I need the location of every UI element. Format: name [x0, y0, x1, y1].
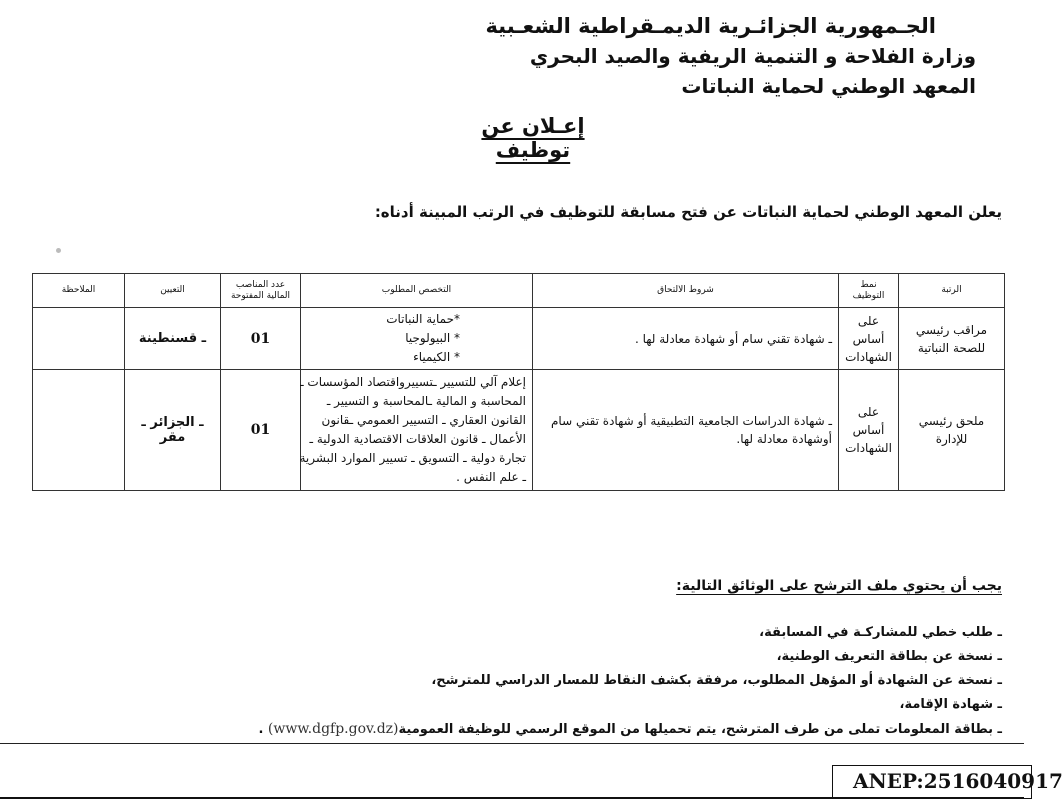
- header-notes: الملاحظة: [33, 274, 125, 308]
- specialty-item: المحاسبة و المالية ـالمحاسبة و التسيير ـ: [326, 394, 526, 408]
- specialty-item: تجارة دولية ـ التسويق ـ تسيير الموارد البشرية: [299, 451, 526, 465]
- row-assignment: ـ الجزائر ـ مقر: [125, 370, 221, 491]
- specialty-item: * البيولوجيا: [405, 331, 460, 345]
- table-row: [33, 370, 1005, 491]
- header-grade: الرتبة: [899, 274, 1005, 308]
- specialty-item: ـ علم النفس .: [456, 470, 526, 484]
- list-item: [258, 718, 1002, 742]
- scan-speck: [56, 248, 61, 253]
- anep-reference: ANEP:2516040917: [832, 765, 1032, 799]
- header-mode: نمط التوظيف: [839, 274, 899, 308]
- specialty-item: *حماية النباتات: [386, 312, 460, 326]
- row-conditions: ـ شهادة الدراسات الجامعية التطبيقية أو شهادة تقني سام أوشهادة معادلة لها.: [533, 370, 839, 491]
- ministry-name: وزارة الفلاحة و التنمية الريفية والصيد البحري: [529, 44, 976, 68]
- specialty-item: إعلام آلي للتسيير ـتسييرواقتصاد المؤسسات ـ: [300, 375, 526, 389]
- row-positions: 01: [221, 370, 301, 491]
- header-positions: عدد المناصب المالية المفتوحة: [221, 274, 301, 308]
- header-conditions: شروط الالتحاق: [533, 274, 839, 308]
- row-conditions: ـ شهادة تقني سام أو شهادة معادلة لها .: [533, 308, 839, 370]
- list-item-end: .: [258, 722, 268, 737]
- row-specialty: [301, 308, 533, 370]
- row-assignment: ـ قسنطينة: [125, 308, 221, 370]
- requirements-title: يجب أن يحتوي ملف الترشح على الوثائق التالية:: [676, 578, 1002, 594]
- page-divider: [0, 743, 1024, 744]
- table-row: [33, 308, 1005, 370]
- row-mode: على أساس الشهادات: [839, 370, 899, 491]
- row-grade: مراقب رئيسي للصحة النباتية: [899, 308, 1005, 370]
- website-url: (www.dgfp.gov.dz): [267, 721, 399, 737]
- row-grade: ملحق رئيسي للإدارة: [899, 370, 1005, 491]
- list-item: ـ طلب خطي للمشاركـة في المسابقة،: [759, 625, 1002, 640]
- jobs-table: [32, 273, 1005, 491]
- table-header-row: [33, 274, 1005, 308]
- row-mode: على أساس الشهادات: [839, 308, 899, 370]
- row-positions: 01: [221, 308, 301, 370]
- specialty-item: * الكيمياء: [413, 350, 460, 364]
- specialty-item: الأعمال ـ قانون العلاقات الاقتصادية الدولية ـ: [309, 432, 526, 446]
- header-assignment: التعيين: [125, 274, 221, 308]
- institute-name: المعهد الوطني لحماية النباتات: [681, 74, 976, 98]
- list-item: ـ شهادة الإقامة،: [899, 697, 1002, 712]
- row-notes: [33, 370, 125, 491]
- announcement-intro: يعلن المعهد الوطني لحماية النباتات عن فتح مسابقة للتوظيف في الرتب المبينة أدناه:: [374, 203, 1002, 221]
- document-header: [336, 14, 976, 98]
- list-item-text: ـ بطاقة المعلومات تملى من طرف المترشح، يتم تحميلها من الموقع الرسمي للوظيفة العمومية: [398, 722, 1002, 737]
- requirements-list: [258, 622, 1002, 742]
- row-notes: [33, 308, 125, 370]
- specialty-item: القانون العقاري ـ التسيير العمومي ـقانون: [321, 413, 526, 427]
- announcement-title: إعـلان عن توظيف: [481, 114, 585, 162]
- list-item: ـ نسخة عن الشهادة أو المؤهل المطلوب، مرفقة بكشف النقاط للمسار الدراسي للمترشح،: [431, 673, 1002, 688]
- list-item: ـ نسخة عن بطاقة التعريف الوطنية،: [776, 649, 1002, 664]
- republic-name: الجـمهورية الجزائـرية الديمـقراطية الشعـبية: [485, 14, 936, 38]
- header-specialty: التخصص المطلوب: [301, 274, 533, 308]
- row-specialty: [301, 370, 533, 491]
